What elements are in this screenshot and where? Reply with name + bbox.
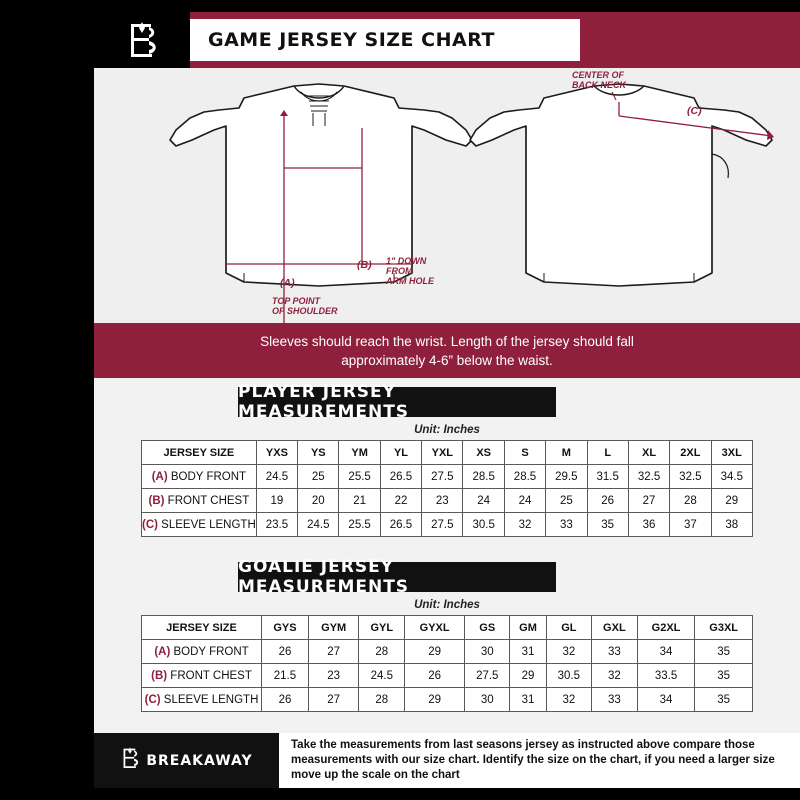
measurement-cell: 35 bbox=[695, 664, 753, 688]
measurement-cell: 32 bbox=[546, 688, 591, 712]
size-column-header: L bbox=[587, 441, 628, 465]
measurement-cell: 35 bbox=[695, 688, 753, 712]
measurement-cell: 27 bbox=[628, 489, 669, 513]
size-column-header: GM bbox=[510, 616, 546, 640]
measurement-cell: 21.5 bbox=[262, 664, 309, 688]
measurement-row-label bbox=[142, 688, 262, 712]
size-column-header: 2XL bbox=[670, 441, 711, 465]
measurement-cell: 24.5 bbox=[359, 664, 405, 688]
size-column-header: 3XL bbox=[711, 441, 752, 465]
header bbox=[0, 12, 800, 68]
measurement-cell: 26.5 bbox=[380, 513, 421, 537]
table-row bbox=[142, 640, 753, 664]
measurement-cell: 20 bbox=[298, 489, 339, 513]
goalie-section-title: GOALIE JERSEY MEASUREMENTS bbox=[238, 562, 556, 592]
brand-logo-container bbox=[94, 12, 190, 68]
page-title-box bbox=[190, 19, 580, 61]
size-column-header: YL bbox=[380, 441, 421, 465]
footer-brand bbox=[94, 733, 279, 788]
measurement-cell: 30 bbox=[465, 688, 510, 712]
size-column-header: G2XL bbox=[637, 616, 695, 640]
size-column-header: GS bbox=[465, 616, 510, 640]
size-column-header: XS bbox=[463, 441, 504, 465]
front-jersey-illustration bbox=[170, 84, 472, 323]
measurement-cell: 33 bbox=[591, 640, 637, 664]
measurement-cell: 23 bbox=[422, 489, 463, 513]
jersey-diagram-panel bbox=[94, 68, 800, 323]
measurement-cell: 29 bbox=[510, 664, 546, 688]
measurement-row-label bbox=[142, 640, 262, 664]
breakaway-b-logo-icon bbox=[125, 21, 159, 59]
size-column-header: G3XL bbox=[695, 616, 753, 640]
table-header-row bbox=[142, 616, 753, 640]
measurement-cell: 31 bbox=[510, 688, 546, 712]
measurement-cell: 21 bbox=[339, 489, 380, 513]
size-column-header: YS bbox=[298, 441, 339, 465]
measurement-cell: 27.5 bbox=[422, 465, 463, 489]
measurement-tag: (A) bbox=[151, 470, 171, 483]
measurement-cell: 28.5 bbox=[463, 465, 504, 489]
measurement-cell: 34 bbox=[637, 640, 695, 664]
front-label-b-line2: FROM bbox=[386, 266, 413, 276]
measurement-cell: 29 bbox=[711, 489, 752, 513]
measurement-cell: 27.5 bbox=[465, 664, 510, 688]
jersey-diagram-svg bbox=[94, 68, 800, 323]
size-column-header: YM bbox=[339, 441, 380, 465]
measurement-tag: (C) bbox=[144, 693, 164, 706]
size-column-header: GXL bbox=[591, 616, 637, 640]
measurement-cell: 23.5 bbox=[256, 513, 297, 537]
measurement-cell: 37 bbox=[670, 513, 711, 537]
size-column-header: GYL bbox=[359, 616, 405, 640]
measurement-name: SLEEVE LENGTH bbox=[163, 693, 259, 706]
measurement-cell: 30 bbox=[465, 640, 510, 664]
measurement-tag: (B) bbox=[151, 669, 171, 682]
table-row bbox=[142, 465, 753, 489]
back-label-c-tag: (C) bbox=[687, 105, 702, 117]
measurement-cell: 35 bbox=[695, 640, 753, 664]
measurement-cell: 19 bbox=[256, 489, 297, 513]
table-row bbox=[142, 664, 753, 688]
measurement-cell: 27 bbox=[308, 640, 358, 664]
footer bbox=[94, 733, 800, 788]
measurement-cell: 33.5 bbox=[637, 664, 695, 688]
front-label-a-line2: OF SHOULDER bbox=[272, 306, 338, 316]
measurement-cell: 36 bbox=[628, 513, 669, 537]
measurement-cell: 31.5 bbox=[587, 465, 628, 489]
measurement-cell: 23 bbox=[308, 664, 358, 688]
measurement-tag: (C) bbox=[142, 518, 162, 531]
measurement-cell: 25 bbox=[298, 465, 339, 489]
measurement-cell: 25.5 bbox=[339, 465, 380, 489]
table-row bbox=[142, 513, 753, 537]
table-row bbox=[142, 688, 753, 712]
measurement-cell: 38 bbox=[711, 513, 752, 537]
measurement-cell: 32 bbox=[591, 664, 637, 688]
back-jersey-illustration bbox=[470, 70, 774, 286]
goalie-unit-label: Unit: Inches bbox=[414, 599, 480, 611]
footer-brand-name: BREAKAWAY bbox=[146, 752, 253, 769]
measurement-cell: 28 bbox=[359, 688, 405, 712]
front-label-b-line3: ARM HOLE bbox=[386, 276, 434, 286]
measurement-tag: (A) bbox=[154, 645, 174, 658]
jersey-size-header: JERSEY SIZE bbox=[142, 441, 257, 465]
player-unit-label: Unit: Inches bbox=[414, 424, 480, 436]
measurement-cell: 26.5 bbox=[380, 465, 421, 489]
measurement-cell: 28 bbox=[359, 640, 405, 664]
measurement-cell: 26 bbox=[405, 664, 465, 688]
measurement-cell: 34.5 bbox=[711, 465, 752, 489]
size-column-header: GYM bbox=[308, 616, 358, 640]
measurement-name: FRONT CHEST bbox=[170, 669, 252, 682]
front-label-a-tag: (A) bbox=[280, 277, 295, 289]
measurement-cell: 32.5 bbox=[670, 465, 711, 489]
measurement-name: BODY FRONT bbox=[173, 645, 249, 658]
measurement-row-label bbox=[142, 513, 257, 537]
size-column-header: GL bbox=[546, 616, 591, 640]
table-header-row bbox=[142, 441, 753, 465]
measurement-cell: 26 bbox=[262, 640, 309, 664]
measurement-cell: 33 bbox=[591, 688, 637, 712]
measurement-cell: 33 bbox=[546, 513, 587, 537]
measurement-cell: 24 bbox=[504, 489, 545, 513]
measurement-cell: 24.5 bbox=[256, 465, 297, 489]
size-column-header: M bbox=[546, 441, 587, 465]
fit-note-bar bbox=[94, 323, 800, 378]
measurements-body bbox=[94, 378, 800, 733]
measurement-cell: 32.5 bbox=[628, 465, 669, 489]
measurement-cell: 30.5 bbox=[546, 664, 591, 688]
player-measurements-table bbox=[141, 440, 753, 537]
front-label-b-tag: (B) bbox=[357, 259, 372, 271]
jersey-size-header: JERSEY SIZE bbox=[142, 616, 262, 640]
front-label-b-line1: 1" DOWN bbox=[386, 256, 427, 266]
size-column-header: GYXL bbox=[405, 616, 465, 640]
fit-note-line1: Sleeves should reach the wrist. Length of the jersey should fall bbox=[260, 333, 634, 349]
size-column-header: GYS bbox=[262, 616, 309, 640]
size-column-header: XL bbox=[628, 441, 669, 465]
measurement-tag: (B) bbox=[148, 494, 168, 507]
measurement-cell: 34 bbox=[637, 688, 695, 712]
page-title: GAME JERSEY SIZE CHART bbox=[208, 29, 495, 51]
measurement-cell: 25.5 bbox=[339, 513, 380, 537]
measurement-name: BODY FRONT bbox=[170, 470, 247, 483]
back-label-center-line1: CENTER OF bbox=[572, 70, 625, 80]
measurement-cell: 31 bbox=[510, 640, 546, 664]
measurement-cell: 35 bbox=[587, 513, 628, 537]
measurement-cell: 22 bbox=[380, 489, 421, 513]
measurement-name: SLEEVE LENGTH bbox=[161, 518, 256, 531]
measurement-cell: 32 bbox=[504, 513, 545, 537]
measurement-cell: 27.5 bbox=[422, 513, 463, 537]
measurement-cell: 24.5 bbox=[298, 513, 339, 537]
measurement-cell: 28 bbox=[670, 489, 711, 513]
measurement-row-label bbox=[142, 465, 257, 489]
player-section-title: PLAYER JERSEY MEASUREMENTS bbox=[238, 387, 556, 417]
measurement-row-label bbox=[142, 489, 257, 513]
measurement-cell: 29 bbox=[405, 688, 465, 712]
measurement-cell: 24 bbox=[463, 489, 504, 513]
size-column-header: S bbox=[504, 441, 545, 465]
fit-note-line2: approximately 4-6” below the waist. bbox=[341, 352, 553, 368]
table-row bbox=[142, 489, 753, 513]
measurement-cell: 29.5 bbox=[546, 465, 587, 489]
footer-instructions: Take the measurements from last seasons jersey as instructed above compare those measurements with our size chart. Identify the size on the chart, if you need a larger size move up the scale on the chart bbox=[291, 739, 775, 781]
size-column-header: YXL bbox=[422, 441, 463, 465]
back-label-center-line2: BACK NECK bbox=[572, 80, 626, 90]
size-column-header: YXS bbox=[256, 441, 297, 465]
measurement-cell: 28.5 bbox=[504, 465, 545, 489]
measurement-cell: 25 bbox=[546, 489, 587, 513]
measurement-cell: 27 bbox=[308, 688, 358, 712]
goalie-measurements-table bbox=[141, 615, 753, 712]
measurement-row-label bbox=[142, 664, 262, 688]
measurement-name: FRONT CHEST bbox=[167, 494, 250, 507]
breakaway-b-logo-icon-footer bbox=[120, 746, 140, 775]
measurement-cell: 32 bbox=[546, 640, 591, 664]
front-label-a-line1: TOP POINT bbox=[272, 296, 321, 306]
measurement-cell: 26 bbox=[262, 688, 309, 712]
measurement-cell: 30.5 bbox=[463, 513, 504, 537]
measurement-cell: 29 bbox=[405, 640, 465, 664]
measurement-cell: 26 bbox=[587, 489, 628, 513]
